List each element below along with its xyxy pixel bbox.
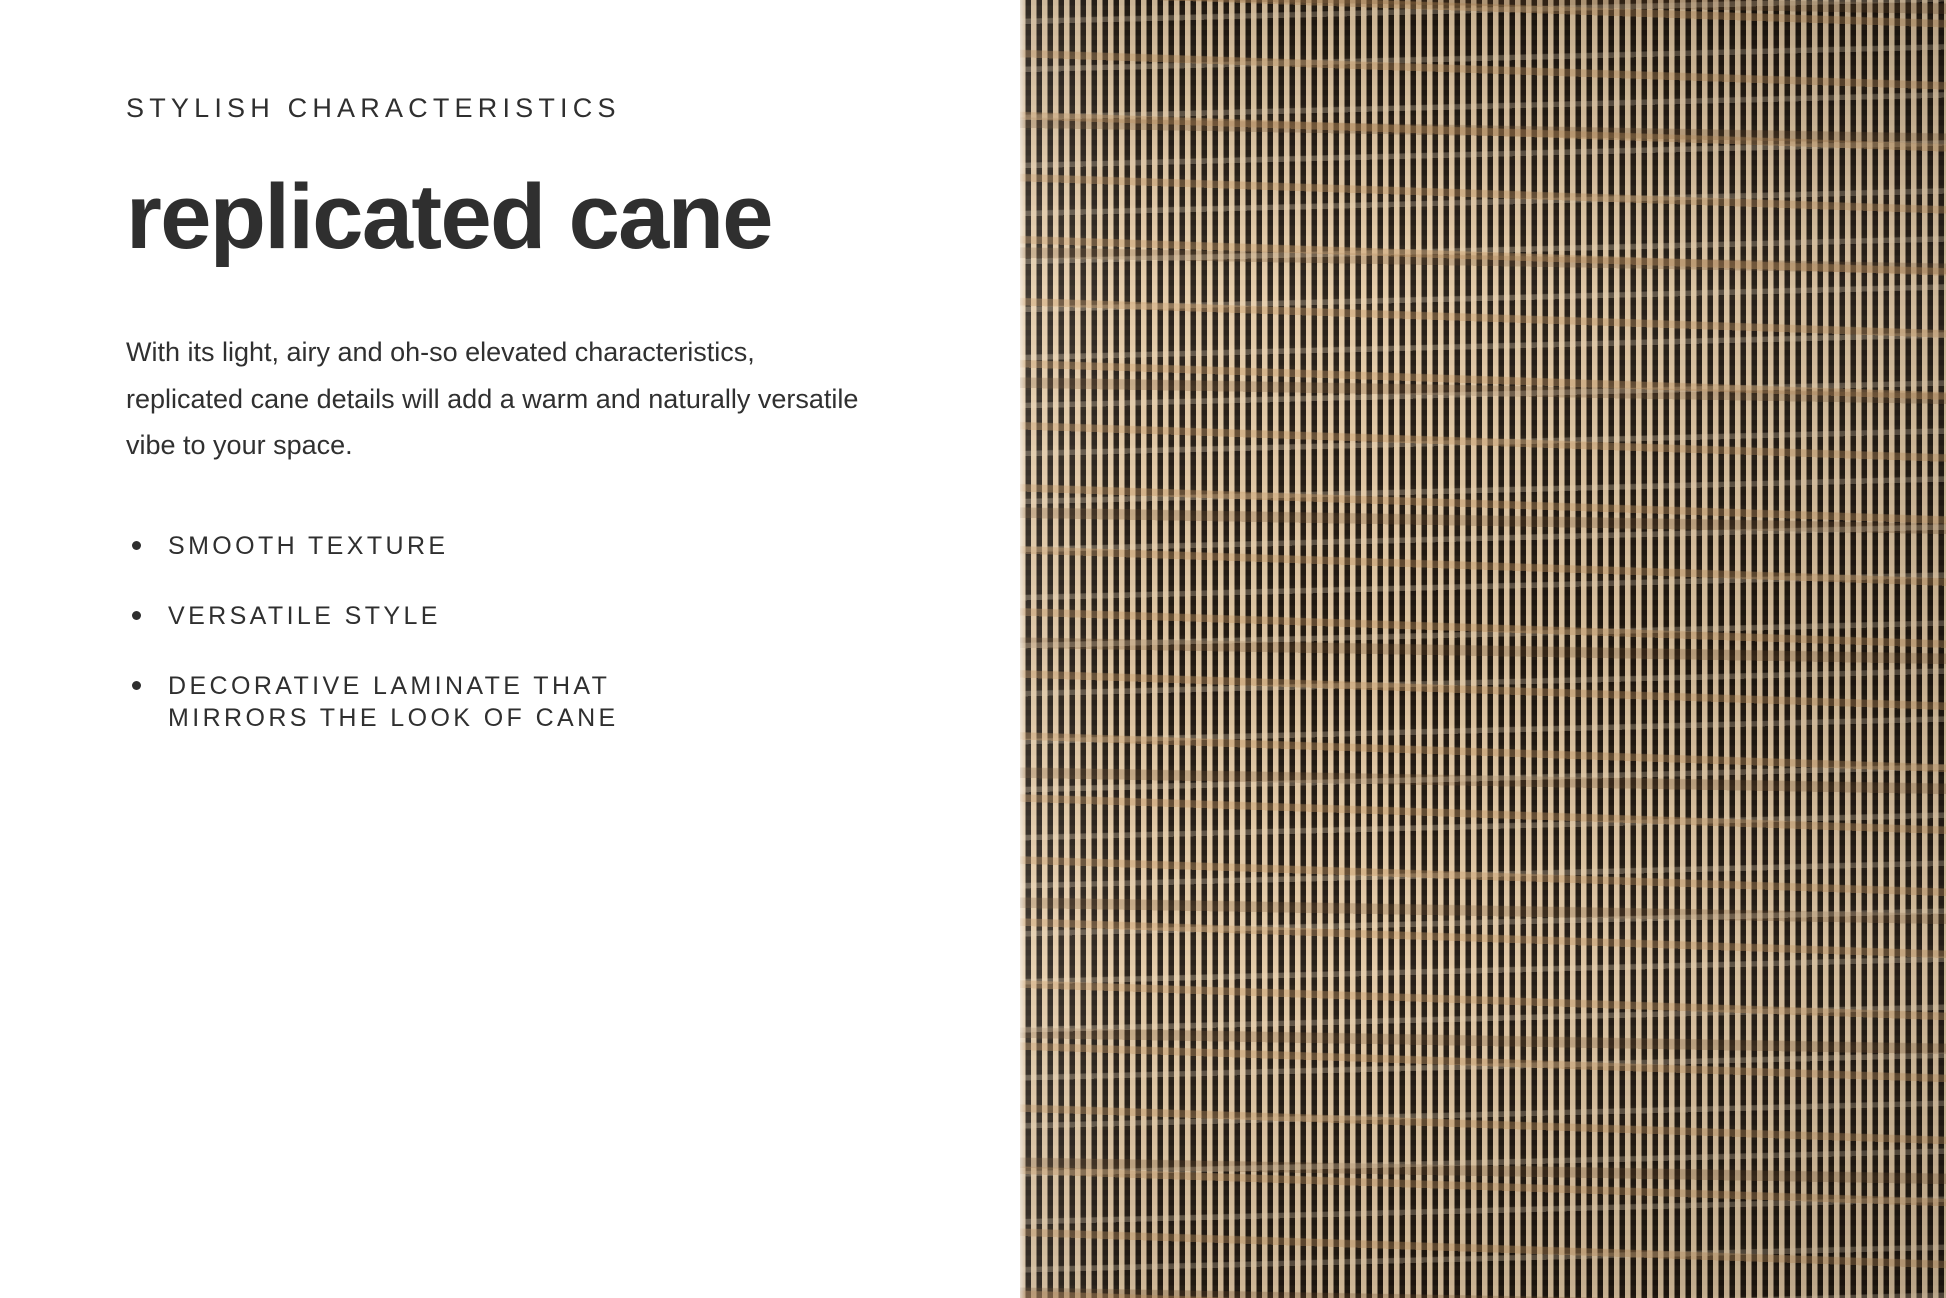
feature-list	[126, 530, 1020, 734]
weave-base-pattern	[1020, 0, 1946, 1298]
bullet-icon	[132, 611, 141, 620]
list-item	[126, 530, 1020, 562]
description-paragraph: With its light, airy and oh-so elevated characteristics, replicated cane details will add a warm and naturally versatile vibe to your space.	[126, 337, 859, 460]
cane-texture-image	[1020, 0, 1946, 1298]
feature-text-second-line: MIRRORS THE LOOK OF CANE	[168, 704, 619, 733]
page-title: replicated cane	[126, 166, 772, 269]
feature-text: DECORATIVE LAMINATE THAT	[168, 672, 611, 701]
list-item	[126, 600, 1020, 632]
eyebrow-label: STYLISH CHARACTERISTICS	[126, 93, 621, 123]
bullet-icon	[132, 681, 141, 690]
bullet-icon	[132, 541, 141, 550]
feature-text: VERSATILE STYLE	[168, 602, 441, 631]
feature-text: SMOOTH TEXTURE	[168, 532, 449, 561]
list-item	[126, 670, 1020, 734]
